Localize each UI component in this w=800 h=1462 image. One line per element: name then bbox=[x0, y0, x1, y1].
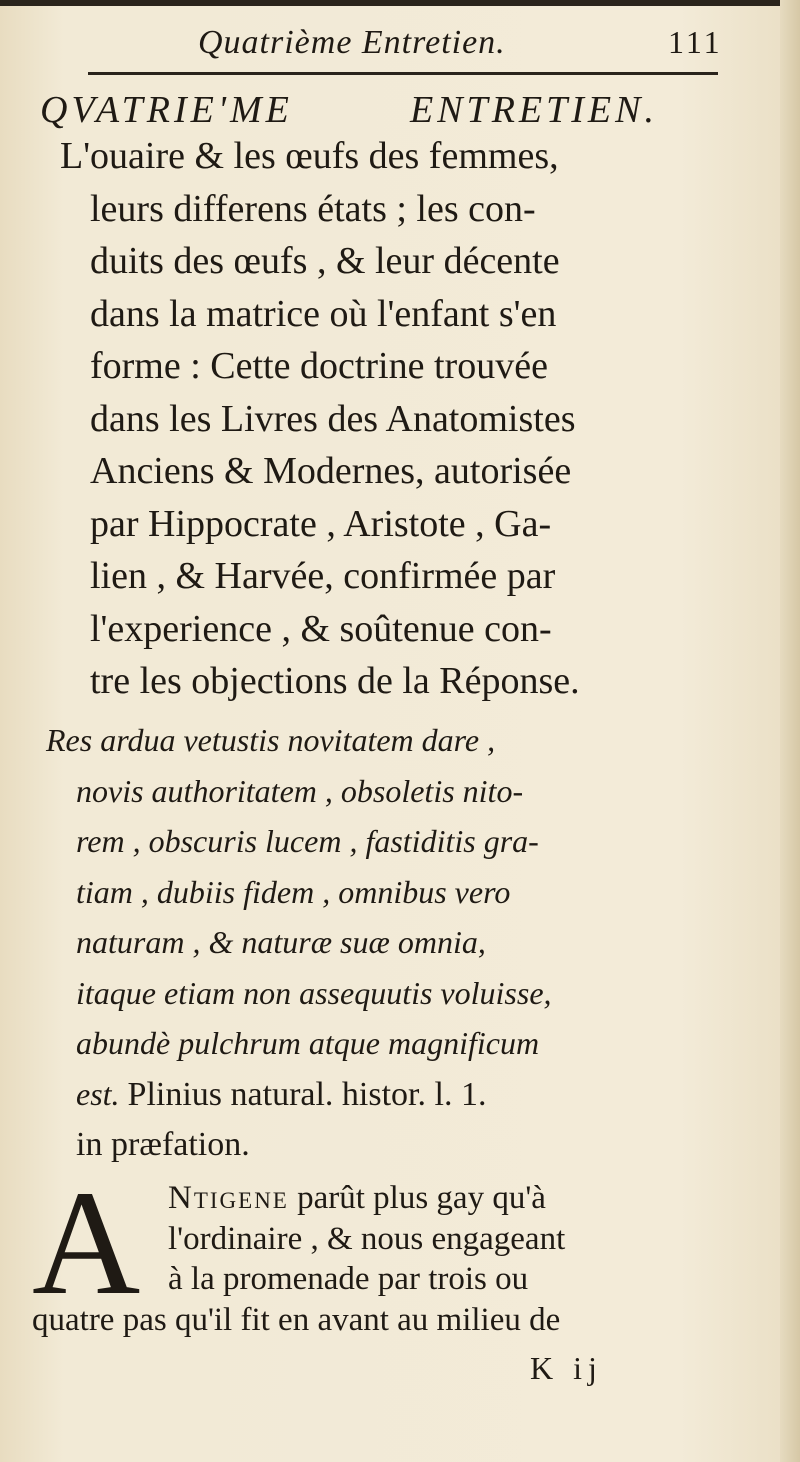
chapter-heading bbox=[40, 88, 730, 132]
summary-line: dans les Livres des Anatomistes bbox=[90, 397, 576, 440]
epigraph-line: naturam , & naturæ suæ omnia, bbox=[76, 924, 486, 960]
summary-line: forme : Cette doctrine trouvée bbox=[90, 345, 548, 387]
summary-line: leurs differens états ; les con- bbox=[90, 187, 536, 230]
page-right-edge bbox=[780, 0, 800, 1462]
running-head bbox=[0, 18, 800, 66]
signature-mark: K ij bbox=[530, 1350, 603, 1386]
epigraph-line: rem , obscuris lucem , fastiditis gra- bbox=[76, 823, 539, 859]
summary-line: dans la matrice où l'enfant s'en bbox=[90, 292, 557, 335]
epigraph-source bbox=[46, 1069, 746, 1121]
running-head-title: Quatrième Entretien. bbox=[198, 24, 506, 61]
epigraph-line: itaque etiam non assequutis voluisse, bbox=[76, 974, 552, 1011]
chapter-summary bbox=[60, 130, 740, 708]
body-text bbox=[32, 1160, 722, 1340]
page-number: 111 bbox=[668, 24, 723, 60]
body-line: à la promenade par trois ou bbox=[168, 1261, 529, 1297]
epigraph-line: novis authoritatem , obsoletis nito- bbox=[76, 772, 524, 809]
summary-line: lien , & Harvée, confirmée par bbox=[90, 555, 556, 597]
summary-line: duits des œufs , & leur décente bbox=[90, 240, 560, 282]
body-line: quatre pas qu'il fit en avant au milieu de bbox=[32, 1301, 561, 1338]
summary-line: Anciens & Modernes, autorisée bbox=[90, 450, 572, 492]
epigraph-line: tiam , dubiis fidem , omnibus vero bbox=[76, 873, 511, 910]
epigraph-source-italic: est. bbox=[76, 1075, 120, 1112]
epigraph-source-line2: in præfation. bbox=[76, 1126, 250, 1163]
chapter-heading-part1: QVATRIE'ME bbox=[40, 89, 293, 131]
summary-line: tre les objections de la Réponse. bbox=[90, 660, 580, 702]
epigraph-source-citation: Plinius natural. histor. l. 1. bbox=[127, 1075, 487, 1113]
page-top-edge bbox=[0, 0, 800, 6]
chapter-heading-part2: ENTRETIEN. bbox=[410, 89, 658, 131]
body-line: l'ordinaire , & nous engageant bbox=[168, 1220, 566, 1257]
summary-line: par Hippocrate , Aristote , Ga- bbox=[90, 502, 552, 545]
epigraph bbox=[46, 715, 746, 1171]
summary-line: L'ouaire & les œufs des femmes, bbox=[60, 135, 559, 177]
epigraph-line: abundè pulchrum atque magnificum bbox=[76, 1025, 540, 1061]
first-word: Ntigene bbox=[168, 1180, 289, 1216]
body-line-text: parût plus gay qu'à bbox=[297, 1180, 546, 1216]
header-rule bbox=[88, 72, 718, 75]
summary-line: l'experience , & soûtenue con- bbox=[90, 607, 552, 650]
epigraph-line: Res ardua vetustis novitatem dare , bbox=[46, 722, 496, 758]
drop-cap: A bbox=[32, 1160, 141, 1326]
